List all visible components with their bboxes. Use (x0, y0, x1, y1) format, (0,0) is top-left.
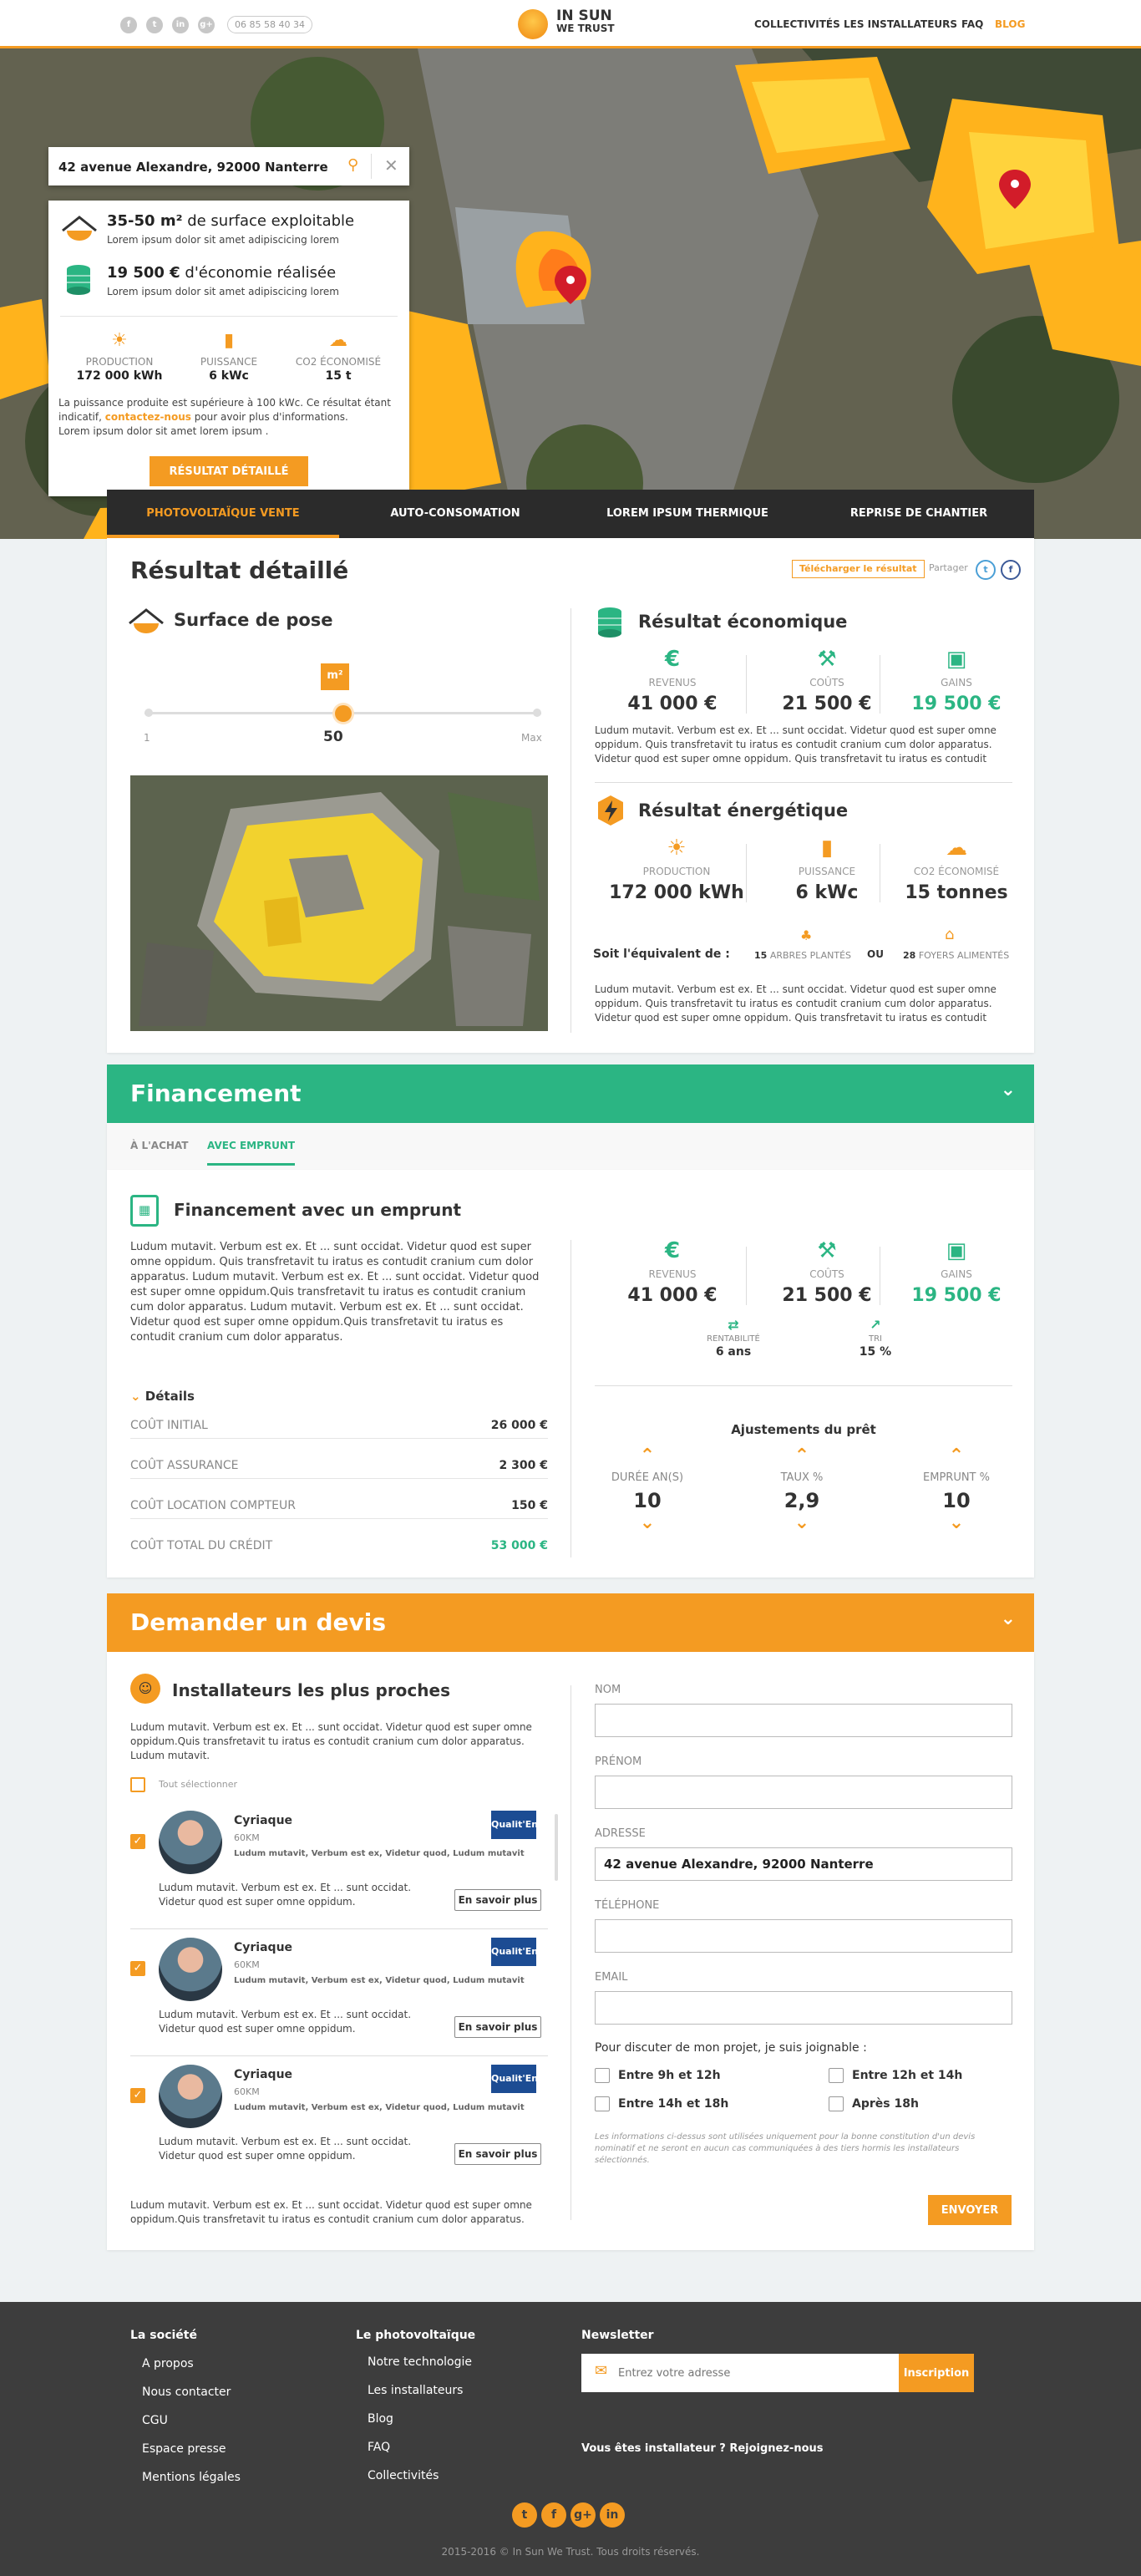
stat-label: RENTABILITÉ (707, 1334, 760, 1344)
roof-icon (60, 212, 99, 242)
homes-equivalent (903, 950, 1009, 961)
gains-stat (890, 1238, 1023, 1306)
slot-checkbox[interactable] (595, 2068, 610, 2083)
row-label: COÛT INITIAL (130, 1419, 208, 1432)
tab-lorem-thermique[interactable]: LOREM IPSUM THERMIQUE (606, 507, 768, 520)
financing-row (130, 1415, 548, 1439)
stat-label: CO2 ÉCONOMISÉ (913, 866, 1000, 877)
select-all-label: Tout sélectionner (159, 1779, 238, 1790)
footer-link[interactable]: Les installateurs (368, 2384, 464, 2397)
euro-icon: € (664, 1238, 681, 1263)
tri-stat (834, 1317, 917, 1359)
economic-text: Ludum mutavit. Verbum est ex. Et ... sunt occidat. Videtur quod est super omne oppidum. Quis transfretavit tu iratus es contudit cranium cum dolor apparatus. Videtur quod est super omne oppidum. Quis transfretavit tu iratus es contudit (595, 724, 996, 765)
stat-label: GAINS (941, 1268, 972, 1280)
adjust-value: 10 (633, 1489, 662, 1512)
chevron-down-icon[interactable]: ⌄ (948, 1512, 965, 1533)
installer-item (130, 2065, 556, 2190)
prenom-label: PRÉNOM (595, 1755, 642, 1768)
newsletter-input[interactable] (618, 2363, 802, 2383)
chevron-down-icon[interactable]: ⌄ (794, 1512, 810, 1533)
installer-join-link[interactable]: Vous êtes installateur ? Rejoignez-nous (581, 2442, 824, 2455)
slot-checkbox[interactable] (829, 2068, 844, 2083)
envelope-icon: ✉ (595, 2362, 608, 2380)
chevron-down-icon[interactable]: ⌄ (1000, 1080, 1016, 1100)
stat-value: 15 tonnes (905, 882, 1008, 903)
phone-number[interactable]: 06 85 58 40 34 (227, 16, 312, 33)
logo-line-1: IN SUN (556, 8, 612, 24)
financing-title: Financement (130, 1080, 302, 1107)
note-text: Lorem ipsum dolor sit amet lorem ipsum . (58, 425, 269, 437)
trees-count: 15 (754, 950, 768, 961)
newsletter-button[interactable]: Inscription (899, 2354, 974, 2392)
twitter-icon[interactable]: t (146, 17, 163, 33)
wallet-icon: ▣ (946, 647, 967, 672)
energy-production-stat (606, 836, 748, 903)
logo-sun-icon[interactable] (518, 9, 548, 39)
loan-adjuster (906, 1446, 1007, 1533)
adjust-label: TAUX % (780, 1471, 824, 1484)
stat-value: 19 500 € (911, 1285, 1002, 1306)
installer-description: Ludum mutavit. Verbum est ex. Et ... sunt occidat. Videtur quod est super omne oppidum. (159, 1882, 412, 1908)
divider (60, 316, 398, 317)
wrench-icon: ⚒ (817, 1238, 837, 1263)
installer-distance: 60KM (234, 1959, 260, 1970)
details-toggle[interactable] (130, 1389, 195, 1404)
footer-link[interactable]: Blog (368, 2412, 393, 2426)
rate-adjuster (752, 1446, 852, 1533)
energy-section-title: Résultat énergétique (638, 800, 849, 821)
economy-text: d'économie réalisée (180, 264, 337, 282)
equivalent-label: Soit l'équivalent de : (593, 948, 730, 961)
installer-name[interactable]: Cyriaque (234, 2068, 293, 2081)
installer-distance: 60KM (234, 1832, 260, 1843)
installer-tags: Ludum mutavit, Verbum est ex, Videtur quod, Ludum mutavit (234, 1976, 525, 1985)
revenue-stat (606, 1238, 739, 1306)
stat-label: GAINS (941, 677, 972, 688)
row-value: 53 000 € (490, 1539, 548, 1552)
form-disclaimer: Les informations ci-dessus sont utilisées uniquement pour la bonne constitution d'un devis nominatif et ne seront en aucun cas communiquées à des tiers hormis les installateurs sélectionnés. (595, 2132, 976, 2165)
details-label: Détails (145, 1389, 195, 1404)
slider-handle[interactable] (335, 705, 352, 722)
footer-link[interactable]: A propos (142, 2357, 194, 2370)
trees-label: ARBRES PLANTÉS (769, 950, 852, 961)
adjust-value: 2,9 (783, 1489, 820, 1512)
footer-link[interactable]: Collectivités (368, 2469, 439, 2482)
stat-label: PRODUCTION (85, 356, 154, 368)
adresse-label: ADRESSE (595, 1827, 646, 1840)
nav-collectivites[interactable]: COLLECTIVITÉS (754, 18, 840, 30)
divider (746, 655, 747, 714)
select-all-checkbox[interactable] (130, 1777, 145, 1792)
avatar (159, 1811, 222, 1874)
slot-label: Entre 12h et 14h (852, 2069, 963, 2082)
divider (595, 782, 1012, 783)
chevron-down-icon[interactable]: ⌄ (639, 1512, 656, 1533)
divider (570, 608, 571, 1033)
financing-section-title: Financement avec un emprunt (174, 1200, 462, 1220)
stat-value: 15 % (859, 1345, 892, 1359)
footer-link[interactable]: CGU (142, 2414, 168, 2427)
stat-value: 15 t (325, 369, 352, 383)
stat-value: 6 kWc (209, 369, 249, 383)
installer-checkbox[interactable]: ✓ (130, 2088, 145, 2103)
share-label: Partager (929, 562, 968, 573)
chevron-up-icon[interactable]: ⌃ (948, 1446, 965, 1466)
product-tabs (107, 490, 1034, 538)
contact-link[interactable]: contactez-nous (104, 411, 191, 423)
slider-tooltip: m² (321, 663, 349, 690)
financing-banner[interactable] (107, 1064, 1034, 1123)
installers-outro: Ludum mutavit. Verbum est ex. Et ... sunt occidat. Videtur quod est super omne oppidum.Quis transfretavit tu iratus es contudit cranium cum dolor apparatus. (130, 2199, 532, 2225)
stat-label: PRODUCTION (642, 866, 711, 877)
slot-label: Entre 9h et 12h (618, 2069, 721, 2082)
worker-icon: ☺ (130, 1674, 160, 1704)
linkedin-icon[interactable]: in (600, 2502, 625, 2528)
stat-label: PUISSANCE (798, 866, 856, 877)
footer-newsletter-title: Newsletter (581, 2329, 654, 2342)
telephone-input[interactable] (595, 1919, 1012, 1953)
facebook-icon[interactable]: f (541, 2502, 566, 2528)
adjust-value: 10 (942, 1489, 971, 1512)
arrows-icon: ⇄ (728, 1317, 739, 1333)
nom-label: NOM (595, 1684, 621, 1696)
stat-label: PUISSANCE (200, 356, 258, 368)
divider (130, 2055, 548, 2056)
note-text: pour avoir plus d'informations. (190, 411, 348, 423)
tab-reprise-chantier[interactable]: REPRISE DE CHANTIER (849, 507, 988, 520)
address-search (48, 147, 409, 185)
financing-row (130, 1536, 548, 1559)
tree-icon: ♣ (800, 927, 813, 943)
installers-section-title: Installateurs les plus proches (172, 1680, 450, 1700)
installer-tags: Ludum mutavit, Verbum est ex, Videtur quod, Ludum mutavit (234, 1849, 525, 1858)
avatar (159, 2065, 222, 2128)
download-button[interactable]: Télécharger le résultat (792, 560, 925, 578)
slot-checkbox[interactable] (595, 2096, 610, 2111)
stat-value: 41 000 € (627, 1285, 718, 1306)
facebook-icon[interactable]: f (120, 17, 137, 33)
site-header (0, 0, 1141, 48)
quote-banner[interactable] (107, 1593, 1034, 1652)
slot-checkbox[interactable] (829, 2096, 844, 2111)
copyright: 2015-2016 © In Sun We Trust. Tous droits réservés. (441, 2546, 700, 2558)
energy-text: Ludum mutavit. Verbum est ex. Et ... sunt occidat. Videtur quod est super omne oppidum. Quis transfretavit tu iratus es contudit cranium cum dolor apparatus. Videtur quod est super omne oppidum. Quis transfretavit tu iratus es contudit (595, 983, 996, 1024)
installer-distance: 60KM (234, 2086, 260, 2097)
installer-tags: Ludum mutavit, Verbum est ex, Videtur quod, Ludum mutavit (234, 2103, 525, 2112)
stat-label: REVENUS (648, 677, 697, 688)
footer-pv-title: Le photovoltaïque (356, 2329, 476, 2342)
map-hero (0, 48, 1141, 539)
stat-label: REVENUS (648, 1268, 697, 1280)
adresse-input[interactable] (595, 1847, 1012, 1881)
address-input[interactable] (58, 157, 334, 177)
installer-name[interactable]: Cyriaque (234, 1941, 293, 1954)
surface-text: de surface exploitable (182, 212, 355, 230)
installer-description: Ludum mutavit. Verbum est ex. Et ... sunt occidat. Videtur quod est super omne oppidum. (159, 2136, 412, 2162)
slider-value: 50 (323, 729, 343, 745)
qualit-enr-badge: Qualit'EnR (491, 1938, 536, 1966)
wrench-icon: ⚒ (817, 647, 837, 672)
quote-title: Demander un devis (130, 1608, 386, 1636)
chevron-up-icon[interactable]: ⌃ (794, 1446, 810, 1466)
installers-intro: Ludum mutavit. Verbum est ex. Et ... sunt occidat. Videtur quod est super omne oppidum.Quis transfretavit tu iratus es contudit cranium cum dolor apparatus. Ludum mutavit. (130, 1721, 532, 1761)
surface-section-title: Surface de pose (174, 610, 333, 630)
googleplus-icon[interactable]: g+ (198, 17, 215, 33)
stat-value: 6 kWc (795, 882, 859, 903)
footer-link[interactable]: Mentions légales (142, 2471, 241, 2484)
logo[interactable] (556, 9, 631, 34)
qualit-enr-badge: Qualit'EnR (491, 1811, 536, 1839)
email-input[interactable] (595, 1991, 1012, 2025)
stat-label: COÛTS (809, 1268, 844, 1280)
financing-subtabs (107, 1123, 1034, 1170)
divider (130, 1928, 548, 1929)
stat-value: 41 000 € (627, 694, 718, 714)
row-value: 2 300 € (499, 1459, 548, 1472)
row-label: COÛT TOTAL DU CRÉDIT (130, 1539, 273, 1552)
tab-auto-consomation[interactable]: AUTO-CONSOMATION (390, 507, 520, 520)
nav-blog[interactable]: BLOG (995, 18, 1026, 30)
submit-button[interactable]: ENVOYER (928, 2195, 1012, 2225)
twitter-icon[interactable]: t (512, 2502, 537, 2528)
revenue-stat (606, 647, 739, 714)
adjust-label: EMPRUNT % (923, 1471, 990, 1484)
tab-photovoltaique-vente[interactable]: PHOTOVOLTAÏQUE VENTE (107, 490, 339, 538)
stat-value: 6 ans (715, 1345, 752, 1359)
stat-value: 172 000 kWh (609, 882, 744, 903)
surface-subtext: Lorem ipsum dolor sit amet adipiscicing lorem (107, 234, 339, 246)
adjust-label: DURÉE AN(S) (611, 1471, 684, 1484)
installer-checkbox[interactable]: ✓ (130, 1961, 145, 1976)
facebook-icon[interactable]: f (1001, 560, 1021, 580)
footer-company-title: La société (130, 2329, 197, 2342)
slider-tick (145, 709, 153, 717)
installer-item (130, 1811, 556, 1936)
close-icon[interactable]: ✕ (384, 155, 398, 175)
chevron-down-icon: ⌄ (130, 1389, 145, 1404)
row-label: COÛT LOCATION COMPTEUR (130, 1499, 296, 1512)
financing-row (130, 1496, 548, 1519)
row-label: COÛT ASSURANCE (130, 1459, 239, 1472)
financing-text: Ludum mutavit. Verbum est ex. Et ... sunt occidat. Videtur quod est super omne oppidum. Quis transfretavit tu iratus es contudit cranium cum dolor apparatus. Ludum mutavit. Verbum est ex. Et ... sunt occidat. Videtur quod est super omne oppidum.Quis transfretavit tu iratus es contudit cranium cum dolor apparatus. Ludum mutavit. Verbum est ex. Et ... sunt occidat. Videtur quod est super omne oppidum.Quis transfretavit tu iratus es contudit cranium cum dolor apparatus. (130, 1241, 540, 1344)
prenom-input[interactable] (595, 1776, 1012, 1809)
lightning-icon (595, 794, 626, 827)
quote-card (107, 1652, 1034, 2250)
economic-section-title: Résultat économique (638, 612, 848, 632)
availability-label: Pour discuter de mon projet, je suis joignable : (595, 2041, 867, 2055)
stat-label: TRI (868, 1334, 882, 1344)
divider (570, 1240, 571, 1557)
note-text: La puissance produite est supérieure à 100 kWc. Ce résultat étant indicatif, (58, 397, 391, 423)
stat-value: 21 500 € (782, 694, 872, 714)
result-note (58, 396, 401, 439)
trend-icon: ↗ (870, 1317, 881, 1333)
production-stat (65, 330, 174, 383)
cloud-icon: ☁ (329, 330, 347, 351)
tab-a-lachat[interactable]: À L'ACHAT (130, 1140, 189, 1151)
homes-label: FOYERS ALIMENTÉS (918, 950, 1010, 961)
homes-count: 28 (903, 950, 916, 961)
divider (746, 844, 747, 902)
trees-equivalent (754, 950, 851, 961)
stat-value: 19 500 € (911, 694, 1002, 714)
wallet-icon: ▣ (946, 1238, 967, 1263)
stat-value: 172 000 kWh (76, 369, 163, 383)
stat-label: COÛTS (809, 677, 844, 688)
slider-max: Max (521, 732, 542, 744)
page-title: Résultat détaillé (130, 556, 349, 584)
footer-link[interactable]: Espace presse (142, 2442, 226, 2456)
footer-link[interactable]: FAQ (368, 2441, 391, 2454)
qualit-enr-badge: Qualit'EnR (491, 2065, 536, 2093)
nav-installateurs[interactable]: LES INSTALLATEURS (844, 18, 958, 30)
row-value: 150 € (511, 1499, 548, 1512)
duration-adjuster (597, 1446, 697, 1533)
energy-power-stat (760, 836, 894, 903)
twitter-icon[interactable]: t (976, 560, 996, 580)
roof-satellite-image (130, 775, 548, 1031)
financing-card (107, 1170, 1034, 1578)
gains-stat (890, 647, 1023, 714)
or-label: OU (867, 948, 884, 960)
result-summary-box (48, 201, 409, 496)
bar-chart-icon: ▮ (223, 330, 235, 351)
economy-subtext: Lorem ipsum dolor sit amet adipiscicing lorem (107, 286, 339, 297)
email-label: EMAIL (595, 1971, 628, 1984)
chevron-down-icon[interactable]: ⌄ (1000, 1608, 1016, 1629)
footer-link[interactable]: Nous contacter (142, 2385, 231, 2399)
search-icon[interactable]: ⚲ (347, 156, 359, 174)
slot-label: Après 18h (852, 2097, 919, 2111)
economy-summary (107, 264, 336, 282)
divider (371, 154, 372, 179)
divider (746, 1247, 747, 1305)
surface-summary (107, 212, 354, 230)
financing-row (130, 1456, 548, 1479)
telephone-label: TÉLÉPHONE (595, 1899, 660, 1912)
economy-value: 19 500 € (107, 264, 180, 282)
installer-checkbox[interactable]: ✓ (130, 1834, 145, 1849)
learn-more-button[interactable]: En savoir plus (454, 1889, 541, 1911)
googleplus-icon[interactable]: g+ (570, 2502, 596, 2528)
stat-label: CO2 ÉCONOMISÉ (295, 356, 382, 368)
energy-co2-stat (890, 836, 1023, 903)
costs-stat (760, 647, 894, 714)
learn-more-button[interactable]: En savoir plus (454, 2016, 541, 2038)
installer-item (130, 1938, 556, 2063)
co2-stat (284, 330, 393, 383)
newsletter-field (581, 2354, 899, 2392)
slot-label: Entre 14h et 18h (618, 2097, 729, 2111)
divider (595, 1385, 1012, 1386)
detailed-result-button[interactable]: RÉSULTAT DÉTAILLÉ (150, 456, 308, 486)
calculator-icon: ▦ (130, 1195, 159, 1227)
footer-link[interactable]: Notre technologie (368, 2355, 472, 2369)
coins-icon (595, 605, 625, 638)
installer-name[interactable]: Cyriaque (234, 1814, 293, 1827)
cloud-icon: ☁ (946, 836, 967, 861)
power-stat (175, 330, 283, 383)
euro-icon: € (664, 647, 681, 672)
nav-faq[interactable]: FAQ (961, 18, 984, 30)
avatar (159, 1938, 222, 2001)
sun-icon: ☀ (667, 836, 687, 861)
learn-more-button[interactable]: En savoir plus (454, 2143, 541, 2165)
slider-tick (533, 709, 541, 717)
roof-icon (127, 605, 165, 635)
detailed-result-card (107, 538, 1034, 1053)
logo-line-2: WE TRUST (556, 23, 615, 34)
chevron-up-icon[interactable]: ⌃ (639, 1446, 656, 1466)
loan-adjust-title: Ajustements du prêt (731, 1422, 876, 1437)
linkedin-icon[interactable]: in (172, 17, 189, 33)
tab-avec-emprunt[interactable]: AVEC EMPRUNT (207, 1140, 295, 1166)
slider-min: 1 (144, 732, 150, 744)
coins-icon (63, 262, 94, 296)
divider (570, 1685, 571, 2220)
profitability-stat (683, 1317, 783, 1359)
nom-input[interactable] (595, 1704, 1012, 1737)
sun-icon: ☀ (111, 330, 128, 351)
house-icon: ⌂ (945, 926, 955, 943)
row-value: 26 000 € (490, 1419, 548, 1432)
site-footer (0, 2302, 1141, 2576)
bar-chart-icon: ▮ (820, 836, 834, 861)
installer-description: Ludum mutavit. Verbum est ex. Et ... sunt occidat. Videtur quod est super omne oppidum. (159, 2009, 412, 2035)
stat-value: 21 500 € (782, 1285, 872, 1306)
surface-value: 35-50 m² (107, 212, 183, 230)
costs-stat (760, 1238, 894, 1306)
